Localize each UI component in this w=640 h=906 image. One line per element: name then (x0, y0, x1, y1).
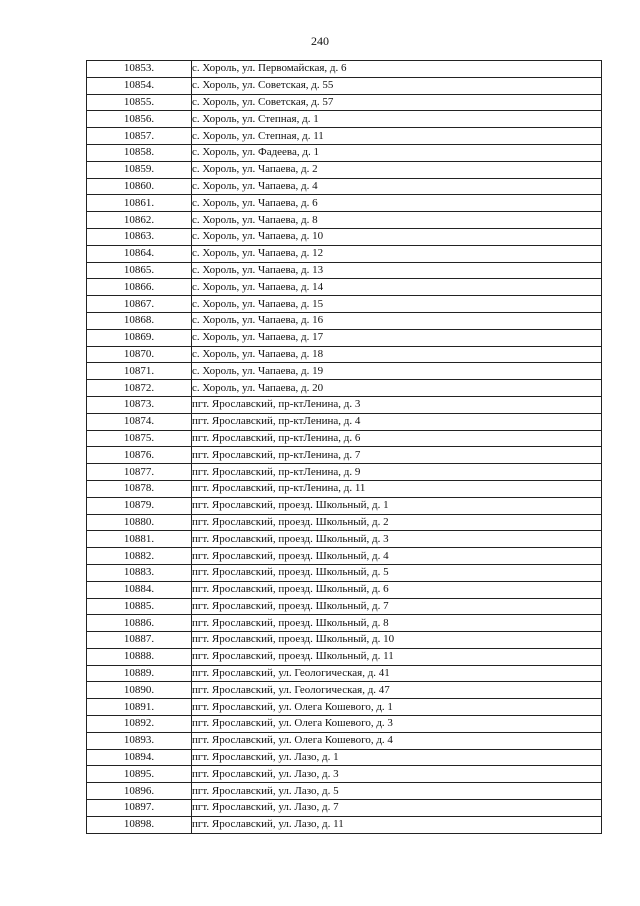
row-address: пгт. Ярославский, проезд. Школьный, д. 10 (192, 632, 602, 649)
address-table-body (87, 61, 602, 834)
row-number: 10859. (87, 161, 192, 178)
row-address: с. Хороль, ул. Чапаева, д. 13 (192, 262, 602, 279)
row-number: 10865. (87, 262, 192, 279)
row-number: 10857. (87, 128, 192, 145)
row-number: 10854. (87, 77, 192, 94)
row-address: с. Хороль, ул. Чапаева, д. 18 (192, 346, 602, 363)
row-address: пгт. Ярославский, проезд. Школьный, д. 4 (192, 548, 602, 565)
address-table (86, 60, 602, 834)
table-row (87, 77, 602, 94)
row-number: 10856. (87, 111, 192, 128)
row-number: 10889. (87, 665, 192, 682)
row-address: пгт. Ярославский, ул. Лазо, д. 3 (192, 766, 602, 783)
table-row (87, 615, 602, 632)
row-number: 10876. (87, 447, 192, 464)
table-row (87, 648, 602, 665)
row-address: с. Хороль, ул. Чапаева, д. 15 (192, 296, 602, 313)
table-row (87, 699, 602, 716)
table-row (87, 581, 602, 598)
row-address: пгт. Ярославский, пр-ктЛенина, д. 6 (192, 430, 602, 447)
table-row (87, 514, 602, 531)
table-row (87, 816, 602, 833)
row-address: с. Хороль, ул. Чапаева, д. 16 (192, 312, 602, 329)
row-address: пгт. Ярославский, ул. Олега Кошевого, д. 1 (192, 699, 602, 716)
row-number: 10853. (87, 61, 192, 78)
row-number: 10898. (87, 816, 192, 833)
row-address: пгт. Ярославский, проезд. Школьный, д. 8 (192, 615, 602, 632)
table-row (87, 716, 602, 733)
row-address: пгт. Ярославский, ул. Геологическая, д. 41 (192, 665, 602, 682)
table-row (87, 329, 602, 346)
table-row (87, 632, 602, 649)
row-number: 10855. (87, 94, 192, 111)
row-address: с. Хороль, ул. Чапаева, д. 17 (192, 329, 602, 346)
row-number: 10886. (87, 615, 192, 632)
table-row (87, 195, 602, 212)
table-row (87, 531, 602, 548)
table-row (87, 279, 602, 296)
row-number: 10871. (87, 363, 192, 380)
row-address: пгт. Ярославский, проезд. Школьный, д. 7 (192, 598, 602, 615)
row-number: 10896. (87, 783, 192, 800)
row-address: пгт. Ярославский, ул. Лазо, д. 1 (192, 749, 602, 766)
table-row (87, 312, 602, 329)
row-number: 10879. (87, 497, 192, 514)
table-row (87, 430, 602, 447)
table-row (87, 161, 602, 178)
table-row (87, 682, 602, 699)
table-row (87, 296, 602, 313)
row-address: с. Хороль, ул. Чапаева, д. 20 (192, 380, 602, 397)
table-row (87, 228, 602, 245)
row-number: 10872. (87, 380, 192, 397)
table-row (87, 497, 602, 514)
row-number: 10888. (87, 648, 192, 665)
row-address: с. Хороль, ул. Чапаева, д. 14 (192, 279, 602, 296)
table-row (87, 363, 602, 380)
row-number: 10891. (87, 699, 192, 716)
row-number: 10873. (87, 396, 192, 413)
table-row (87, 480, 602, 497)
table-row (87, 61, 602, 78)
row-number: 10867. (87, 296, 192, 313)
row-address: с. Хороль, ул. Степная, д. 1 (192, 111, 602, 128)
table-row (87, 464, 602, 481)
table-row (87, 144, 602, 161)
row-address: пгт. Ярославский, проезд. Школьный, д. 3 (192, 531, 602, 548)
table-row (87, 665, 602, 682)
row-address: с. Хороль, ул. Чапаева, д. 6 (192, 195, 602, 212)
row-number: 10893. (87, 732, 192, 749)
row-address: с. Хороль, ул. Первомайская, д. 6 (192, 61, 602, 78)
row-address: с. Хороль, ул. Чапаева, д. 19 (192, 363, 602, 380)
table-row (87, 800, 602, 817)
row-number: 10882. (87, 548, 192, 565)
row-number: 10895. (87, 766, 192, 783)
row-number: 10875. (87, 430, 192, 447)
row-address: пгт. Ярославский, проезд. Школьный, д. 1 (192, 497, 602, 514)
row-number: 10892. (87, 716, 192, 733)
table-row (87, 447, 602, 464)
table-row (87, 732, 602, 749)
row-address: пгт. Ярославский, пр-ктЛенина, д. 7 (192, 447, 602, 464)
row-number: 10884. (87, 581, 192, 598)
row-address: с. Хороль, ул. Чапаева, д. 4 (192, 178, 602, 195)
row-address: пгт. Ярославский, пр-ктЛенина, д. 3 (192, 396, 602, 413)
row-address: с. Хороль, ул. Чапаева, д. 8 (192, 212, 602, 229)
row-number: 10878. (87, 480, 192, 497)
row-number: 10877. (87, 464, 192, 481)
row-address: пгт. Ярославский, ул. Олега Кошевого, д. 4 (192, 732, 602, 749)
table-row (87, 178, 602, 195)
row-number: 10869. (87, 329, 192, 346)
row-address: пгт. Ярославский, проезд. Школьный, д. 2 (192, 514, 602, 531)
row-number: 10890. (87, 682, 192, 699)
row-address: пгт. Ярославский, проезд. Школьный, д. 5 (192, 564, 602, 581)
row-address: пгт. Ярославский, ул. Геологическая, д. 47 (192, 682, 602, 699)
row-number: 10858. (87, 144, 192, 161)
row-number: 10897. (87, 800, 192, 817)
row-address: с. Хороль, ул. Советская, д. 55 (192, 77, 602, 94)
row-address: пгт. Ярославский, проезд. Школьный, д. 11 (192, 648, 602, 665)
row-number: 10881. (87, 531, 192, 548)
page-number: 240 (311, 34, 329, 48)
row-address: пгт. Ярославский, пр-ктЛенина, д. 4 (192, 413, 602, 430)
table-row (87, 212, 602, 229)
row-address: пгт. Ярославский, проезд. Школьный, д. 6 (192, 581, 602, 598)
table-row (87, 766, 602, 783)
table-row (87, 783, 602, 800)
row-address: пгт. Ярославский, ул. Лазо, д. 11 (192, 816, 602, 833)
table-row (87, 413, 602, 430)
row-address: пгт. Ярославский, ул. Олега Кошевого, д. 3 (192, 716, 602, 733)
row-address: пгт. Ярославский, ул. Лазо, д. 5 (192, 783, 602, 800)
row-address: пгт. Ярославский, пр-ктЛенина, д. 9 (192, 464, 602, 481)
table-row (87, 564, 602, 581)
row-number: 10861. (87, 195, 192, 212)
row-address: с. Хороль, ул. Советская, д. 57 (192, 94, 602, 111)
row-address: пгт. Ярославский, ул. Лазо, д. 7 (192, 800, 602, 817)
row-number: 10868. (87, 312, 192, 329)
row-number: 10862. (87, 212, 192, 229)
table-row (87, 346, 602, 363)
table-row (87, 245, 602, 262)
row-number: 10880. (87, 514, 192, 531)
row-number: 10885. (87, 598, 192, 615)
row-address: с. Хороль, ул. Чапаева, д. 10 (192, 228, 602, 245)
row-number: 10874. (87, 413, 192, 430)
row-address: с. Хороль, ул. Чапаева, д. 12 (192, 245, 602, 262)
table-row (87, 598, 602, 615)
table-row (87, 94, 602, 111)
row-address: с. Хороль, ул. Чапаева, д. 2 (192, 161, 602, 178)
row-number: 10870. (87, 346, 192, 363)
row-number: 10860. (87, 178, 192, 195)
table-row (87, 749, 602, 766)
row-address: с. Хороль, ул. Фадеева, д. 1 (192, 144, 602, 161)
row-number: 10864. (87, 245, 192, 262)
row-address: с. Хороль, ул. Степная, д. 11 (192, 128, 602, 145)
row-number: 10887. (87, 632, 192, 649)
table-row (87, 548, 602, 565)
table-row (87, 128, 602, 145)
row-address: пгт. Ярославский, пр-ктЛенина, д. 11 (192, 480, 602, 497)
row-number: 10883. (87, 564, 192, 581)
row-number: 10866. (87, 279, 192, 296)
row-number: 10894. (87, 749, 192, 766)
table-row (87, 262, 602, 279)
table-row (87, 111, 602, 128)
table-row (87, 380, 602, 397)
row-number: 10863. (87, 228, 192, 245)
table-row (87, 396, 602, 413)
